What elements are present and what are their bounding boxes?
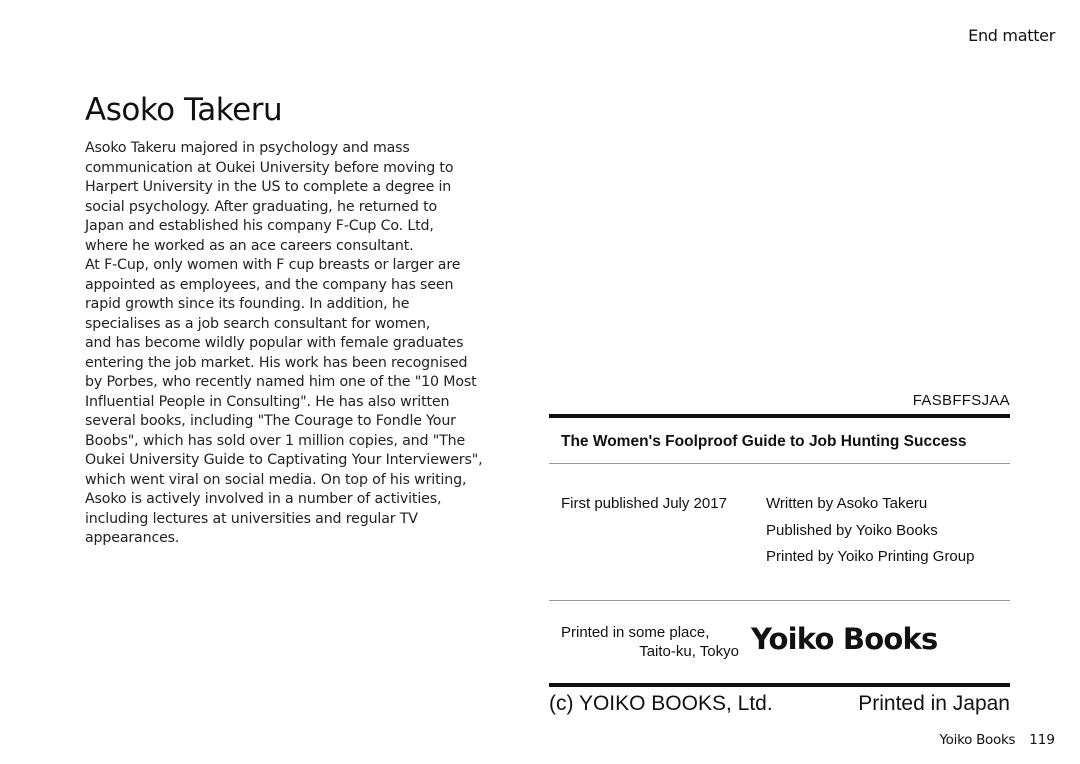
printed-location — [561, 601, 751, 683]
credit-roles — [766, 495, 974, 600]
bio-line: entering the job market. His work has been recognised — [85, 354, 468, 371]
bio-line: Japan and established his company F-Cup Co. Ltd, — [85, 218, 434, 234]
bio-line: Oukei University Guide to Captivating Your Interviewers", — [85, 452, 483, 468]
bio-line: communication at Oukei University before moving to — [85, 159, 454, 176]
bio-line: which went viral on social media. On top of his writing, — [85, 471, 467, 488]
book-title: The Women's Foolproof Guide to Job Hunting Success — [561, 433, 967, 450]
bio-line: rapid growth since its founding. In addition, he — [85, 296, 410, 312]
bio-line: Harpert University in the US to complete a degree in — [85, 179, 452, 195]
footer-publisher: Yoiko Books — [939, 732, 1016, 748]
copyright-row — [549, 687, 1010, 716]
bio-line: Asoko Takeru majored in psychology and mass — [85, 140, 410, 156]
bio-line: At F-Cup, only women with F cup breasts or larger are — [85, 257, 461, 273]
bio-line: social psychology. After graduating, he returned to — [85, 198, 438, 215]
section-label: End matter — [968, 26, 1055, 45]
page-footer — [940, 732, 1055, 748]
published-by: Published by Yoiko Books — [766, 521, 938, 539]
bio-line: appearances. — [85, 530, 180, 546]
bio-line: where he worked as an ace careers consultant. — [85, 237, 414, 254]
bio-line: Asoko is actively involved in a number of activities, — [85, 491, 442, 507]
bio-line: appointed as employees, and the company has seen — [85, 276, 454, 293]
written-by: Written by Asoko Takeru — [766, 495, 928, 512]
page-number: 119 — [1029, 732, 1055, 748]
credits-block — [549, 464, 1010, 600]
author-bio — [85, 139, 483, 549]
book-code: FASBFFSJAA — [912, 392, 1010, 409]
first-published: First published July 2017 — [561, 495, 727, 512]
bio-line: including lectures at universities and regular TV — [85, 510, 418, 527]
printed-country: Printed in Japan — [858, 692, 1010, 715]
printing-block — [549, 601, 1010, 683]
bio-line: specialises as a job search consultant for women, — [85, 315, 431, 332]
bio-line: and has become wildly popular with female graduates — [85, 335, 464, 351]
bio-line: Boobs", which has sold over 1 million copies, and "The — [85, 432, 466, 449]
author-name-heading: Asoko Takeru — [85, 92, 283, 128]
bio-line: Influential People in Consulting". He has also written — [85, 393, 450, 410]
colophon — [549, 392, 1010, 716]
copyright-text: (c) YOIKO BOOKS, Ltd. — [549, 692, 773, 715]
publisher-logo: Yoiko Books — [751, 622, 938, 656]
bio-line: by Porbes, who recently named him one of the "10 Most — [85, 374, 477, 390]
printed-by: Printed by Yoiko Printing Group — [766, 548, 975, 565]
printed-place-line2: Taito-ku, Tokyo — [639, 643, 739, 660]
printed-place-line1: Printed in some place, — [561, 624, 710, 641]
bio-line: several books, including "The Courage to Fondle Your — [85, 413, 456, 429]
